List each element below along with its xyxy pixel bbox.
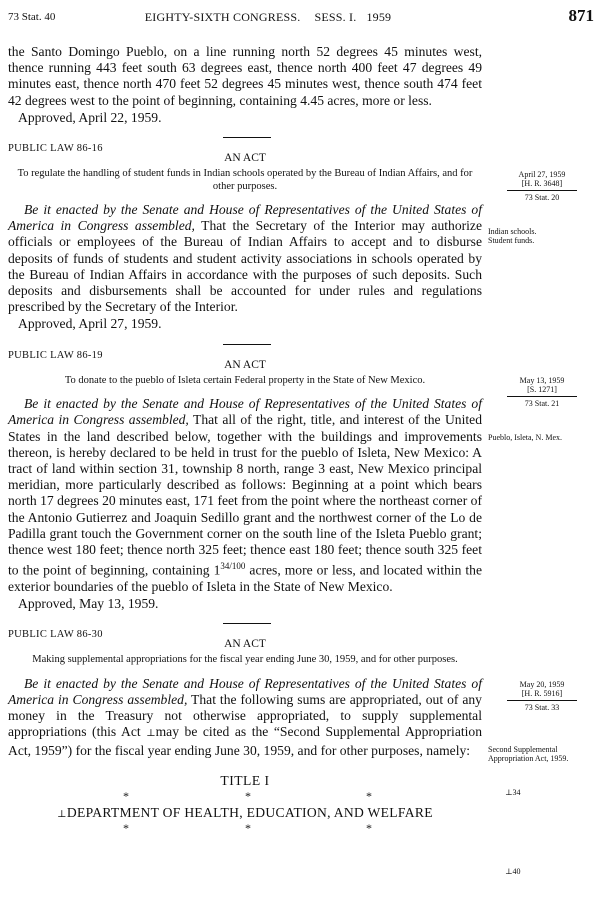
enacting-clause: Be it enacted by the Senate and House of Representatives of the United States of America in Congress assembled, bbox=[8, 675, 482, 708]
margin-rule bbox=[507, 396, 577, 397]
margin-stat: 73 Stat. 33 bbox=[524, 703, 560, 712]
margin-note-86-16 bbox=[488, 170, 596, 246]
enacting-paragraph bbox=[8, 202, 482, 315]
act-body: That all of the right, title, and interest of the United States in the land described below, together with the buildings and improvements thereon, is hereby declared to be held in trust for the pueblo of Isleta, New Mexico: A tract of land within section 31, township 8 north, range 3 east, New Mexico principal meridian, more particularly described as follows: Beginning at a point which bears north 17 degrees 20 minutes east, 171 feet from the point where the northeast corner of the Antonio Gutierrez and Joaquin Sedillo grant and the northwest corner of the Lo de Padilla grant touch the Government corner on the south line of the Isleta Pueblo grant; thence west 180 feet; thence north 325 feet; thence east 180 feet; thence south 325 feet to the point of beginning, containing 1 bbox=[8, 412, 482, 578]
omission-star: * bbox=[366, 820, 372, 835]
approved-line: Approved, May 13, 1959. bbox=[18, 596, 159, 612]
omission-star: * bbox=[245, 820, 251, 835]
omission-star: * bbox=[123, 820, 129, 835]
approved-line: Approved, April 27, 1959. bbox=[18, 316, 162, 332]
act-body: That the Secretary of the Interior may authorize officials or employees of the Bureau of Indian Affairs to accept and to disburse deposits of funds of students and student activity associations in schools operated by the Bureau of Indian Affairs in accordance with the purposes of such deposits. Such deposits and disbursements shall be accounted for under rules and regulations prescribed by the Secretary of the Interior. bbox=[8, 218, 482, 315]
page-number: 871 bbox=[568, 6, 594, 25]
margin-topic: Second Supplemental Appropriation Act, 1959. bbox=[488, 744, 569, 763]
margin-date: April 27, 1959 bbox=[518, 170, 566, 179]
margin-bill: [S. 1271] bbox=[527, 385, 557, 394]
an-act-heading: AN ACT bbox=[224, 358, 266, 371]
running-head bbox=[8, 6, 596, 30]
margin-rule bbox=[507, 190, 577, 191]
enacting-paragraph bbox=[8, 676, 482, 759]
session-label: SESS. I. bbox=[314, 10, 357, 24]
margin-reference: ⊥34 bbox=[505, 788, 521, 797]
public-law-number: PUBLIC LAW 86-16 bbox=[8, 143, 103, 155]
approved-line: Approved, April 22, 1959. bbox=[18, 109, 162, 125]
main-column bbox=[8, 44, 482, 835]
margin-date: May 13, 1959 bbox=[519, 376, 565, 385]
margin-bill: [H. R. 3648] bbox=[521, 179, 563, 188]
margin-rule bbox=[507, 700, 577, 701]
act-body: That the following sums are appropriated, out of any money in the Treasury not otherwise appropriated, to supply supplemental appropriations (this Act bbox=[8, 692, 482, 740]
omission-stars bbox=[8, 789, 482, 803]
margin-note-86-30 bbox=[488, 680, 596, 764]
margin-topic: Pueblo, Isleta, N. Mex. bbox=[488, 432, 562, 442]
congress-name: EIGHTY-SIXTH CONGRESS. bbox=[144, 10, 301, 24]
section-rule bbox=[223, 344, 271, 345]
margin-stat: 73 Stat. 21 bbox=[524, 399, 560, 408]
public-law-number: PUBLIC LAW 86-19 bbox=[8, 349, 103, 361]
omission-stars bbox=[8, 821, 482, 835]
act-body-continued: may be cited as the “Second Supplemental Appropriation Act, 1959”) for the fiscal year ending June 30, 1959, and for other purposes, namely: bbox=[8, 724, 482, 758]
acreage-fraction: 34/100 bbox=[220, 561, 246, 572]
act-title: To donate to the pueblo of Isleta certain Federal property in the State of New Mexico. bbox=[64, 374, 426, 386]
section-rule bbox=[223, 137, 271, 138]
enacting-clause: Be it enacted by the Senate and House of Representatives of the United States of America in Congress assembled, bbox=[8, 202, 482, 234]
an-act-heading: AN ACT bbox=[224, 638, 266, 651]
act-title: Making supplemental appropriations for the fiscal year ending June 30, 1959, and for other purposes. bbox=[32, 654, 458, 666]
public-law-number: PUBLIC LAW 86-30 bbox=[8, 629, 103, 641]
omission-star: * bbox=[245, 788, 251, 803]
enacting-clause: Be it enacted by the Senate and House of Representatives of the United States of America in Congress assembled, bbox=[8, 396, 482, 428]
congress-heading bbox=[8, 10, 528, 25]
department-name: DEPARTMENT OF HEALTH, EDUCATION, AND WELFARE bbox=[66, 804, 433, 820]
margin-date: May 20, 1959 bbox=[519, 680, 565, 689]
act-title: To regulate the handling of student funds in Indian schools operated by the Bureau of Indian Affairs, and for other purposes. bbox=[17, 168, 473, 192]
margin-stat: 73 Stat. 20 bbox=[524, 193, 560, 202]
margin-reference: ⊥40 bbox=[505, 867, 521, 876]
page-break-mark: ⊥ bbox=[57, 808, 67, 820]
stat-reference: 73 Stat. 40 bbox=[8, 11, 56, 23]
page-break-mark: ⊥ bbox=[146, 728, 156, 740]
section-rule bbox=[223, 623, 271, 624]
an-act-heading: AN ACT bbox=[224, 152, 266, 165]
margin-note-86-19 bbox=[488, 376, 596, 442]
omission-star: * bbox=[366, 788, 372, 803]
omission-star: * bbox=[123, 788, 129, 803]
carryover-paragraph: the Santo Domingo Pueblo, on a line running north 52 degrees 45 minutes west, thence running 443 feet south 63 degrees east, thence north 400 feet 47 degrees 49 minutes east, thence north 470 feet 52 degrees 45 minutes west, thence south 474 feet 42 degrees west to the point of beginning, containing 4.45 acres, more or less. bbox=[8, 44, 482, 108]
year-label: 1959 bbox=[366, 10, 392, 24]
act-body-continued: acres, more or less, and located within the exterior boundaries of the pueblo of Isleta in the State of New Mexico. bbox=[8, 562, 482, 594]
enacting-paragraph bbox=[8, 396, 482, 595]
margin-bill: [H. R. 5916] bbox=[521, 689, 563, 698]
department-heading bbox=[8, 805, 482, 821]
margin-topic: Indian schools. Student funds. bbox=[488, 226, 537, 245]
title-heading: TITLE I bbox=[220, 772, 270, 788]
